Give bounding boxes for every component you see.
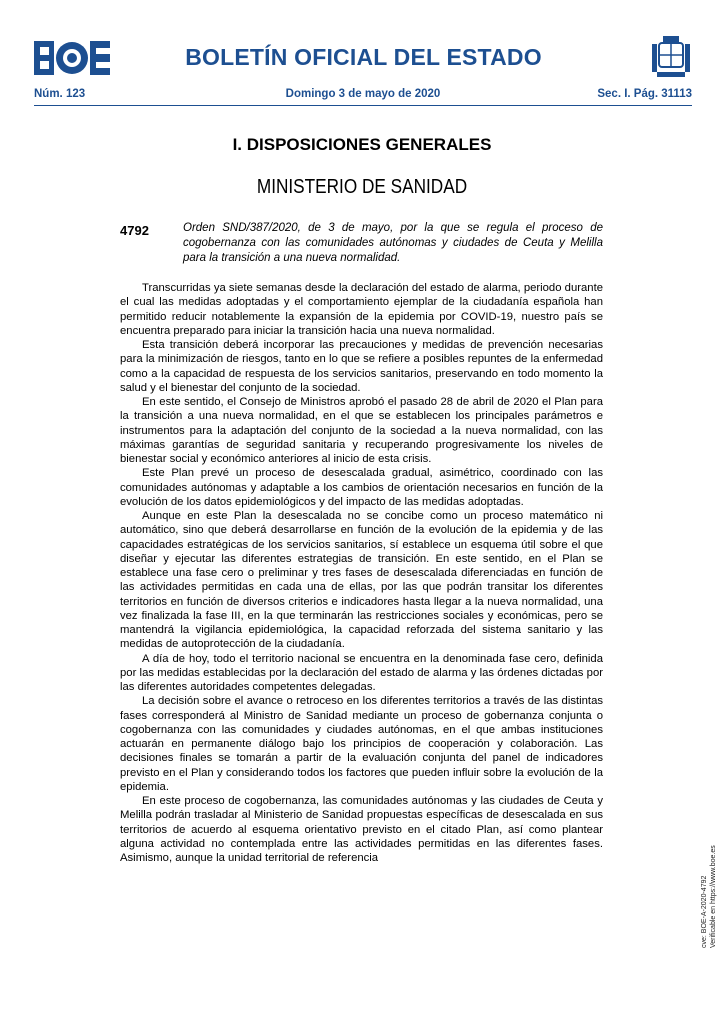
page-header xyxy=(0,0,724,110)
coat-of-arms-icon xyxy=(651,34,691,80)
verify-link[interactable]: Verificable en https://www.boe.es xyxy=(710,845,717,948)
body-text xyxy=(120,281,603,865)
cve-code: cve: BOE-A-2020-4792 xyxy=(701,875,708,948)
section-page: Sec. I. Pág. 31113 xyxy=(597,88,692,100)
issue-number: Núm. 123 xyxy=(34,88,86,100)
order-title: Orden SND/387/2020, de 3 de mayo, por la que se regula el proceso de cogobernanza con las comunidades autónomas y ciudades de Ceuta y Melilla para la transición a una nueva normalidad. xyxy=(183,222,603,264)
ministry-title: MINISTERIO DE SANIDAD xyxy=(256,176,468,198)
paragraph: En este proceso de cogobernanza, las comunidades autónomas y las ciudades de Ceuta y Melilla podrán trasladar al Ministerio de Sanidad propuestas específicas de desescalada en sus territorios de acuerdo al esquema orientativo previsto en el citado Plan, así como plantear alguna actividad no contemplada entre las actividades permitidas en las diferentes fases. Asimismo, aunque la unidad territorial de referencia xyxy=(120,795,603,864)
boe-logo xyxy=(34,41,110,75)
paragraph: Este Plan prevé un proceso de desescalada gradual, asimétrico, coordinado con las comunidades autónomas y adaptable a los cambios de orientación necesarios en función de la evolución de los datos epidemiológicos y del impacto de las medidas adoptadas. xyxy=(120,467,603,508)
paragraph: Transcurridas ya siete semanas desde la declaración del estado de alarma, periodo durante el cual las medidas adoptadas y el comportamiento ejemplar de la ciudadanía española han permitido reducir notablemente la expansión de la epidemia por COVID-19, nuestro país se encuentra preparado para iniciar la transición hacia una nueva normalidad. xyxy=(120,282,603,337)
header-meta xyxy=(34,88,692,104)
order-number: 4792 xyxy=(120,223,149,238)
journal-title: BOLETÍN OFICIAL DEL ESTADO xyxy=(185,44,542,70)
paragraph: La decisión sobre el avance o retroceso en los diferentes territorios a través de las distintas fases corresponderá al Ministro de Sanidad mediante un proceso de gobernanza conjunta o cogobernanza con las comunidades y ciudades autónomas, en el que ambas instituciones actuarán en permanente diálogo bajo los principios de cooperación y colaboración. Las decisiones finales se tomarán a partir de la evaluación conjunta del panel de indicadores previsto en el Plan y considerando todos los factores que pueden influir sobre la evolución de la epidemia. xyxy=(120,695,603,793)
header-rule xyxy=(34,105,692,106)
paragraph: A día de hoy, todo el territorio nacional se encuentra en la denominada fase cero, definida por las medidas establecidas por la declaración del estado de alarma y las órdenes dictadas por las diferentes autoridades competentes delegadas. xyxy=(120,652,603,693)
verification-note xyxy=(700,845,718,948)
section-title: I. DISPOSICIONES GENERALES xyxy=(232,135,492,154)
paragraph: Esta transición deberá incorporar las precauciones y medidas de prevención necesarias para la minimización de riesgos, tanto en lo que se refiere a posibles repuntes de la enfermedad como a la capacidad de respuesta de los servicios sanitarios, preservando en todo momento la salud y el bienestar del conjunto de la sociedad. xyxy=(120,339,603,394)
paragraph: Aunque en este Plan la desescalada no se concibe como un proceso matemático ni automático, sino que deberá desarrollarse en función de la evolución de la epidemia y de las capacidades estratégicas de los servicios sanitarios, sí establece un esquema útil sobre el que diseñar y ejecutar las diferentes estrategias de transición. En este sentido, en el Plan se establece una fase cero o preliminar y tres fases de desescalada diferenciadas en función de las actividades permitidas en cada una de ellas, por las que podrán transitar los diferentes territorios en función de diversos criterios e indicadores hasta llegar a la nueva normalidad, una vez finalizada la fase III, en la que terminarán las restricciones sociales y económicas, pero se mantendrá la vigilancia epidemiológica, la capacidad reforzada del sistema sanitario y las medidas de autoprotección de la ciudadanía. xyxy=(120,510,603,651)
paragraph: En este sentido, el Consejo de Ministros aprobó el pasado 28 de abril de 2020 el Plan para la transición a una nueva normalidad, en el que se establecen los principales parámetros e instrumentos para la adaptación del conjunto de la sociedad a la nueva normalidad, con las máximas garantías de seguridad sanitaria y recuperando progresivamente los niveles de bienestar social y económico anteriores al inicio de esta crisis. xyxy=(120,396,603,465)
issue-date: Domingo 3 de mayo de 2020 xyxy=(285,88,441,100)
